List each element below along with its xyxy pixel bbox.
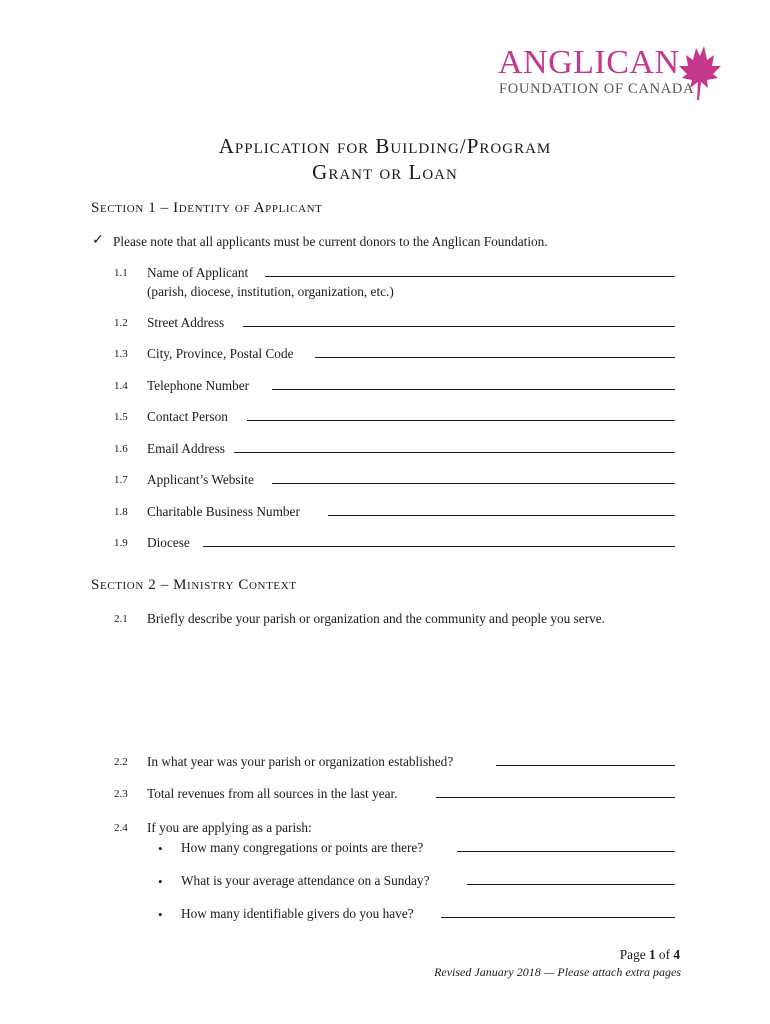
contact-person-field[interactable] (247, 420, 675, 421)
question-parish-applicant: If you are applying as a parish: (147, 820, 312, 835)
city-province-postal-field[interactable] (315, 357, 675, 358)
question-identifiable-givers: How many identifiable givers do you have? (181, 906, 414, 921)
field-label-email: Email Address (147, 441, 225, 456)
logo-name: ANGLICAN (498, 44, 680, 81)
field-number: 2.1 (114, 613, 128, 625)
question-congregations: How many congregations or points are there? (181, 840, 424, 855)
logo-subtitle: FOUNDATION OF CANADA (499, 81, 695, 97)
maple-leaf-icon (674, 44, 722, 102)
identifiable-givers-field[interactable] (441, 917, 675, 918)
field-number: 2.4 (114, 822, 128, 834)
donor-note: Please note that all applicants must be current donors to the Anglican Foundation. (113, 234, 548, 249)
diocese-field[interactable] (203, 546, 675, 547)
total-revenues-field[interactable] (436, 797, 675, 798)
page-current: 1 (648, 947, 656, 962)
field-number: 2.3 (114, 788, 128, 800)
document-title-line1: Application for Building/Program (218, 134, 552, 158)
page-of: of (655, 947, 674, 962)
charitable-number-field[interactable] (328, 515, 675, 516)
congregations-field[interactable] (457, 851, 675, 852)
field-number: 1.8 (114, 506, 128, 518)
field-label-telephone: Telephone Number (147, 378, 250, 393)
question-year-established: In what year was your parish or organization established? (147, 754, 454, 769)
question-total-revenues: Total revenues from all sources in the last year. (147, 786, 398, 801)
field-label-website: Applicant’s Website (147, 472, 254, 487)
bullet-icon: • (158, 874, 163, 889)
field-label-applicant-name: Name of Applicant (147, 265, 249, 280)
section2-heading: Section 2 – Ministry Context (91, 577, 297, 593)
document-title-line2: Grant or Loan (312, 160, 458, 184)
bullet-icon: • (158, 907, 163, 922)
page-prefix: Page (619, 947, 649, 962)
email-field[interactable] (234, 452, 675, 453)
question-parish-description: Briefly describe your parish or organization and the community and people you serve. (147, 611, 605, 626)
field-number: 1.4 (114, 380, 128, 392)
field-label-contact-person: Contact Person (147, 409, 228, 424)
bullet-icon: • (158, 841, 163, 856)
page-total: 4 (673, 947, 680, 962)
year-established-field[interactable] (496, 765, 675, 766)
field-sublabel-applicant-name: (parish, diocese, institution, organization, etc.) (147, 284, 394, 299)
telephone-field[interactable] (272, 389, 675, 390)
field-label-street-address: Street Address (147, 315, 225, 330)
field-number: 1.7 (114, 474, 128, 486)
section1-heading: Section 1 – Identity of Applicant (91, 200, 323, 216)
field-number: 1.2 (114, 317, 128, 329)
question-average-attendance: What is your average attendance on a Sunday? (181, 873, 430, 888)
field-number: 1.9 (114, 537, 128, 549)
checkmark-icon: ✓ (92, 233, 104, 248)
field-number: 2.2 (114, 756, 128, 768)
field-label-charitable-number: Charitable Business Number (147, 504, 300, 519)
field-number: 1.6 (114, 443, 128, 455)
field-label-city-province-postal: City, Province, Postal Code (147, 346, 294, 361)
applicant-name-field[interactable] (265, 276, 675, 277)
field-number: 1.5 (114, 411, 128, 423)
foundation-logo (498, 40, 733, 105)
field-number: 1.1 (114, 267, 128, 279)
street-address-field[interactable] (243, 326, 675, 327)
revision-note: Revised January 2018 — Please attach extra pages (434, 965, 681, 979)
average-attendance-field[interactable] (467, 884, 675, 885)
website-field[interactable] (272, 483, 675, 484)
field-label-diocese: Diocese (147, 535, 190, 550)
page-number (620, 948, 680, 961)
field-number: 1.3 (114, 348, 128, 360)
parish-description-area[interactable] (147, 634, 675, 744)
